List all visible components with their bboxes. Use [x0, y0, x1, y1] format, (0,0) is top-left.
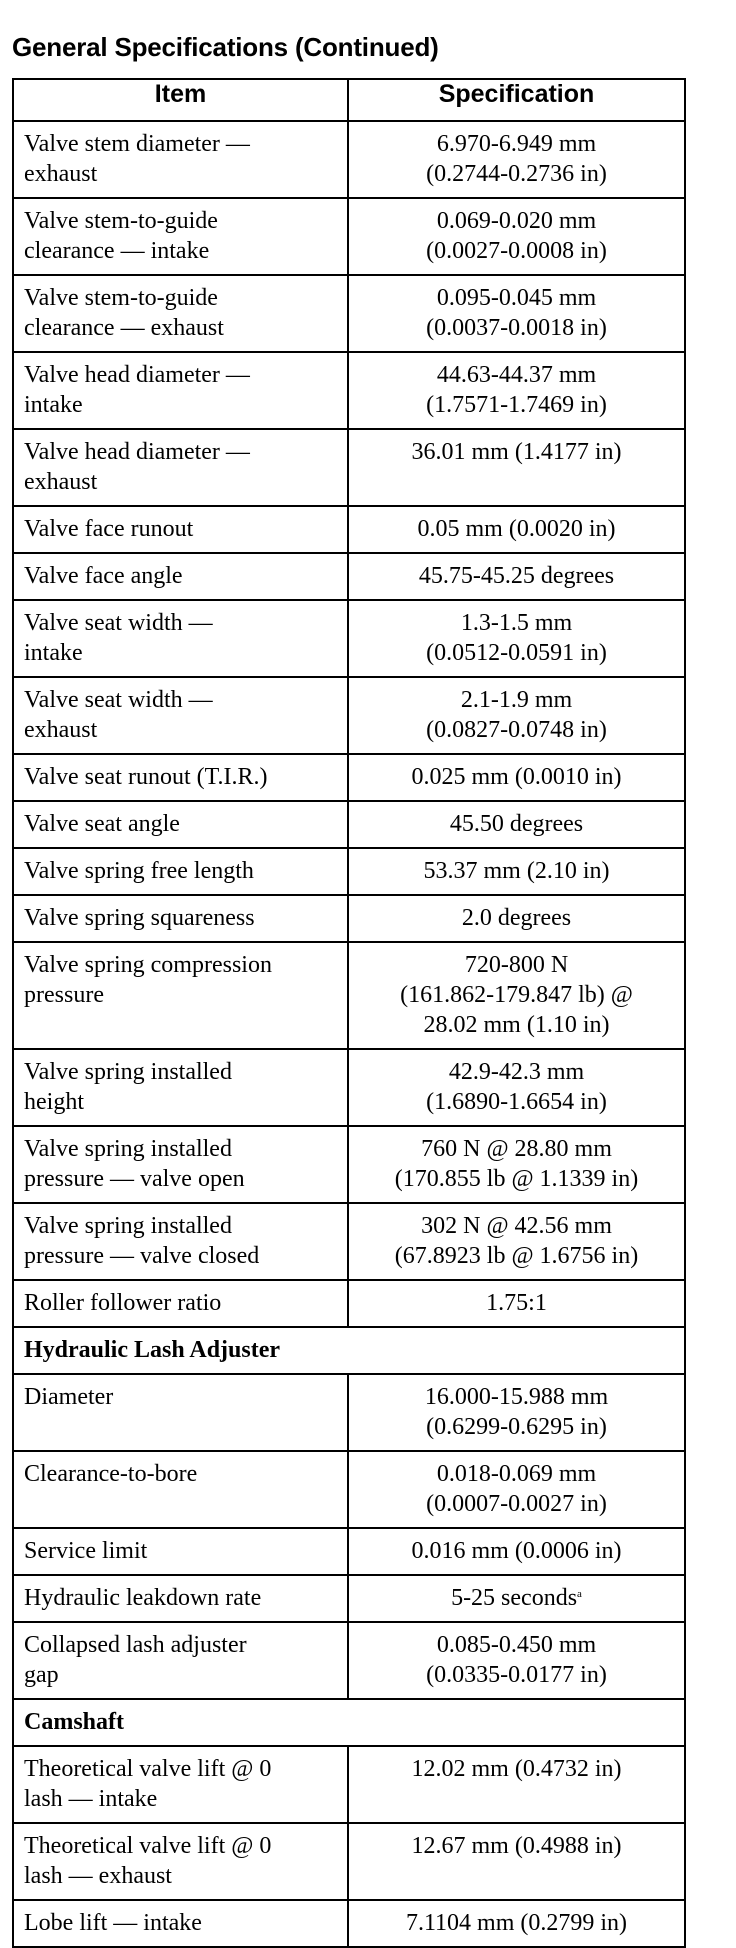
specification-text: 53.37 mm (2.10 in)	[423, 858, 610, 884]
specification-text: (0.0827-0.0748 in)	[426, 717, 607, 743]
specification-text: (0.0512-0.0591 in)	[426, 640, 607, 666]
specification-text: 6.970-6.949 mm	[436, 131, 597, 157]
item-text: pressure — valve open	[24, 1166, 245, 1192]
item-text: Diameter	[24, 1384, 114, 1410]
specification-cell	[348, 1203, 685, 1280]
specification-text: (0.0037-0.0018 in)	[426, 315, 607, 341]
specification-text: (161.862-179.847 lb) @	[400, 982, 633, 1008]
specification-text: 36.01 mm (1.4177 in)	[411, 439, 622, 465]
item-cell	[13, 352, 348, 429]
item-text: Service limit	[24, 1538, 148, 1564]
specification-cell	[348, 1528, 685, 1575]
specification-cell	[348, 1900, 685, 1947]
table-row	[13, 600, 685, 677]
table-row	[13, 506, 685, 553]
specification-cell	[348, 600, 685, 677]
specification-text: 12.02 mm (0.4732 in)	[411, 1756, 622, 1782]
item-cell	[13, 275, 348, 352]
specification-cell	[348, 848, 685, 895]
specification-text: 0.025 mm (0.0010 in)	[411, 764, 622, 790]
specification-cell	[348, 1823, 685, 1900]
table-row	[13, 121, 685, 198]
table-row	[13, 1528, 685, 1575]
item-cell	[13, 848, 348, 895]
footnote-marker: a	[577, 1588, 582, 1600]
table-row	[13, 848, 685, 895]
table-body	[13, 121, 685, 1947]
table-header-row	[13, 79, 685, 121]
item-cell	[13, 754, 348, 801]
item-text: Valve seat width —	[24, 687, 213, 713]
item-text: Valve seat runout (T.I.R.)	[24, 764, 268, 790]
specification-cell	[348, 121, 685, 198]
item-text: pressure — valve closed	[24, 1243, 260, 1269]
item-text: Valve spring installed	[24, 1213, 232, 1239]
specification-text: 0.016 mm (0.0006 in)	[411, 1538, 622, 1564]
specification-text: 12.67 mm (0.4988 in)	[411, 1833, 622, 1859]
specification-text: 28.02 mm (1.10 in)	[423, 1012, 610, 1038]
item-text: clearance — intake	[24, 238, 210, 264]
table-row	[13, 352, 685, 429]
specification-cell	[348, 1126, 685, 1203]
specification-cell	[348, 1049, 685, 1126]
specification-cell	[348, 352, 685, 429]
specification-text: 42.9-42.3 mm	[448, 1059, 585, 1085]
specification-text: (1.7571-1.7469 in)	[426, 392, 607, 418]
section-heading-lash-adjuster: Hydraulic Lash Adjuster	[13, 1327, 685, 1374]
item-text: Valve face runout	[24, 516, 194, 542]
specification-cell	[348, 1374, 685, 1451]
specification-cell	[348, 506, 685, 553]
specification-cell	[348, 677, 685, 754]
table-row	[13, 801, 685, 848]
item-cell	[13, 1746, 348, 1823]
item-text: Valve spring squareness	[24, 905, 255, 931]
specification-text: 5-25 seconds	[451, 1585, 578, 1611]
item-text: Valve stem diameter —	[24, 131, 250, 157]
item-text: lash — intake	[24, 1786, 158, 1812]
specification-text: (0.0007-0.0027 in)	[426, 1491, 607, 1517]
specification-cell	[348, 198, 685, 275]
item-text: Theoretical valve lift @ 0	[24, 1833, 272, 1859]
specification-cell	[348, 275, 685, 352]
specification-text: 16.000-15.988 mm	[424, 1384, 609, 1410]
item-text: Valve spring installed	[24, 1136, 232, 1162]
specification-text: 1.3-1.5 mm	[460, 610, 573, 636]
specification-cell	[348, 801, 685, 848]
item-text: exhaust	[24, 161, 98, 187]
item-cell	[13, 1575, 348, 1622]
item-cell	[13, 1622, 348, 1699]
item-text: intake	[24, 640, 83, 666]
specification-text: 302 N @ 42.56 mm	[421, 1213, 612, 1239]
item-cell	[13, 198, 348, 275]
section-heading-camshaft: Camshaft	[13, 1699, 685, 1746]
table-row	[13, 198, 685, 275]
item-cell	[13, 1451, 348, 1528]
item-text: Valve face angle	[24, 563, 183, 589]
specification-cell	[348, 1746, 685, 1823]
specification-cell	[348, 895, 685, 942]
table-row	[13, 1374, 685, 1451]
item-cell	[13, 1823, 348, 1900]
section-row	[13, 1327, 685, 1374]
item-text: Valve stem-to-guide	[24, 208, 218, 234]
specification-text: (170.855 lb @ 1.1339 in)	[394, 1166, 639, 1192]
item-cell	[13, 1900, 348, 1947]
item-text: Valve spring free length	[24, 858, 254, 884]
item-text: pressure	[24, 982, 104, 1008]
specification-cell	[348, 1622, 685, 1699]
table-row	[13, 553, 685, 600]
item-cell	[13, 1203, 348, 1280]
item-text: height	[24, 1089, 84, 1115]
item-text: Valve spring compression	[24, 952, 272, 978]
table-row	[13, 1622, 685, 1699]
table-row	[13, 754, 685, 801]
item-text: Valve seat angle	[24, 811, 180, 837]
item-cell	[13, 600, 348, 677]
item-cell	[13, 553, 348, 600]
item-text: gap	[24, 1662, 59, 1688]
item-text: exhaust	[24, 469, 98, 495]
specification-text: 1.75:1	[486, 1290, 547, 1316]
table-row	[13, 1049, 685, 1126]
table-row	[13, 1746, 685, 1823]
item-text: Collapsed lash adjuster	[24, 1632, 247, 1658]
item-cell	[13, 895, 348, 942]
section-row	[13, 1699, 685, 1746]
item-cell	[13, 1374, 348, 1451]
table-row	[13, 895, 685, 942]
specification-text: 45.75-45.25 degrees	[418, 563, 615, 589]
item-cell	[13, 1280, 348, 1327]
item-cell	[13, 677, 348, 754]
specification-text: 7.1104 mm (0.2799 in)	[405, 1910, 628, 1936]
specification-text: 2.0 degrees	[461, 905, 572, 931]
specification-text: 45.50 degrees	[449, 811, 584, 837]
item-text: exhaust	[24, 717, 98, 743]
specification-cell	[348, 754, 685, 801]
page-title: General Specifications (Continued)	[12, 32, 439, 62]
specification-text: (67.8923 lb @ 1.6756 in)	[394, 1243, 639, 1269]
item-text: Valve head diameter —	[24, 362, 250, 388]
table-row	[13, 1451, 685, 1528]
item-cell	[13, 942, 348, 1049]
item-text: clearance — exhaust	[24, 315, 224, 341]
item-cell	[13, 1126, 348, 1203]
item-cell	[13, 506, 348, 553]
specification-text: 720-800 N	[464, 952, 569, 978]
item-text: Clearance-to-bore	[24, 1461, 198, 1487]
table-row	[13, 677, 685, 754]
item-text: intake	[24, 392, 83, 418]
specification-text: (0.2744-0.2736 in)	[426, 161, 607, 187]
item-text: Theoretical valve lift @ 0	[24, 1756, 272, 1782]
item-cell	[13, 801, 348, 848]
specification-text: (1.6890-1.6654 in)	[426, 1089, 607, 1115]
item-text: Valve seat width —	[24, 610, 213, 636]
specification-text: 0.095-0.045 mm	[436, 285, 597, 311]
item-text: Roller follower ratio	[24, 1290, 222, 1316]
table-row	[13, 275, 685, 352]
table-row	[13, 1280, 685, 1327]
table-row	[13, 1900, 685, 1947]
specification-text: 760 N @ 28.80 mm	[421, 1136, 612, 1162]
specifications-table	[12, 78, 686, 1948]
table-row	[13, 1126, 685, 1203]
item-text: Valve spring installed	[24, 1059, 232, 1085]
specification-text: 0.018-0.069 mm	[436, 1461, 597, 1487]
item-cell	[13, 121, 348, 198]
item-text: Valve stem-to-guide	[24, 285, 218, 311]
item-cell	[13, 429, 348, 506]
specification-cell	[348, 942, 685, 1049]
specification-text: 2.1-1.9 mm	[460, 687, 573, 713]
table-row	[13, 1575, 685, 1622]
table-row	[13, 942, 685, 1049]
specification-text: (0.0335-0.0177 in)	[426, 1662, 607, 1688]
specification-text: 0.085-0.450 mm	[436, 1632, 597, 1658]
specification-cell	[348, 553, 685, 600]
item-text: Valve head diameter —	[24, 439, 250, 465]
specification-cell	[348, 1280, 685, 1327]
table-row	[13, 429, 685, 506]
item-cell	[13, 1528, 348, 1575]
specification-text: (0.0027-0.0008 in)	[426, 238, 607, 264]
specification-text: (0.6299-0.6295 in)	[426, 1414, 607, 1440]
item-cell	[13, 1049, 348, 1126]
specification-text: 0.069-0.020 mm	[436, 208, 597, 234]
item-text: lash — exhaust	[24, 1863, 172, 1889]
item-text: Hydraulic leakdown rate	[24, 1585, 262, 1611]
specification-cell	[348, 1575, 685, 1622]
specification-text: 44.63-44.37 mm	[436, 362, 597, 388]
specification-text: 0.05 mm (0.0020 in)	[417, 516, 616, 542]
specification-cell	[348, 1451, 685, 1528]
specification-cell	[348, 429, 685, 506]
column-header-item: Item	[13, 79, 348, 121]
table-row	[13, 1203, 685, 1280]
item-text: Lobe lift — intake	[24, 1910, 202, 1936]
table-row	[13, 1823, 685, 1900]
column-header-specification: Specification	[348, 79, 685, 121]
